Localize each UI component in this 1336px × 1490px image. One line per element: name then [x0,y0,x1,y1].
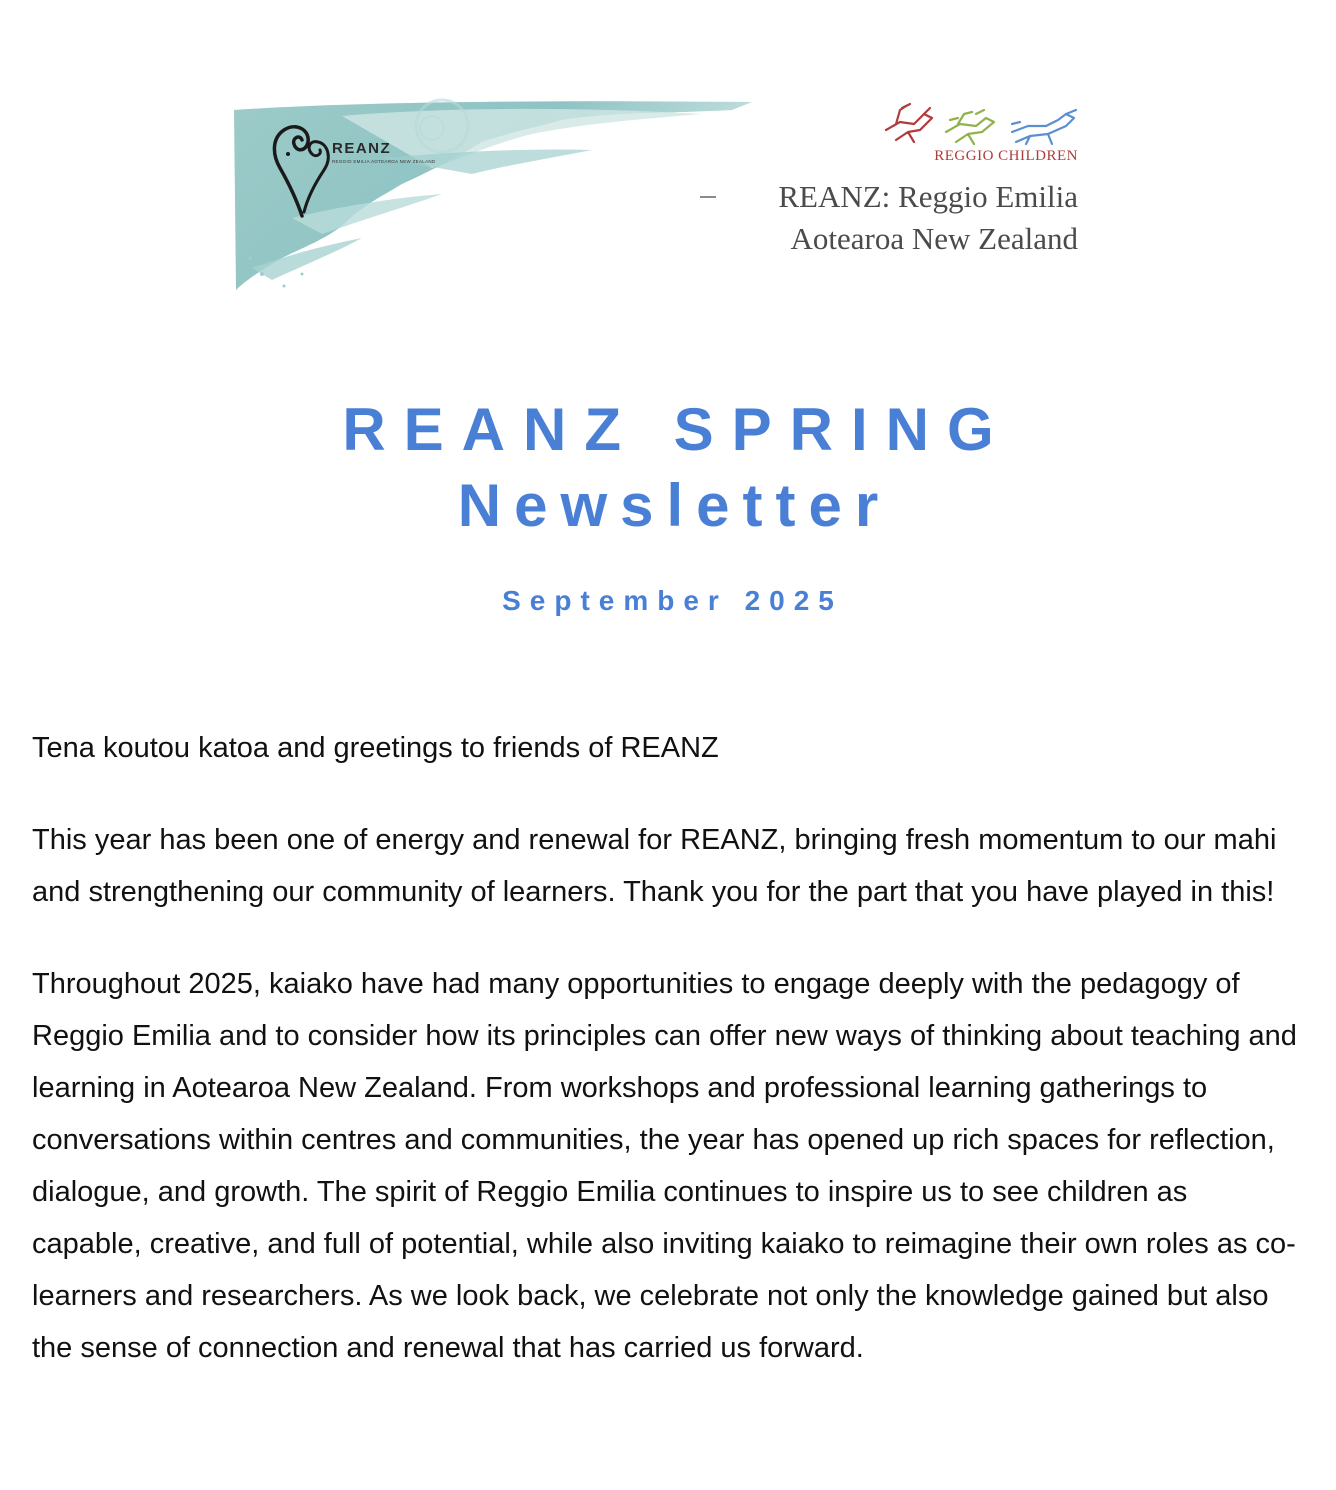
reanz-wordmark: REANZ [332,140,392,157]
reanz-tagline: REGGIO EMILIA AOTEAROA NEW ZEALAND [332,159,436,164]
reggio-children-label: REGGIO CHILDREN [934,148,1078,164]
greeting-paragraph: Tena koutou katoa and greetings to friends of REANZ [32,732,719,764]
reggio-children-figures-logo [880,100,1090,150]
banner-title-line2: Aotearoa New Zealand [790,221,1078,256]
newsletter-body [32,722,1304,1414]
reanz-koru-logo [266,112,336,222]
banner-title [778,176,1078,260]
body-paragraph-1: This year has been one of energy and renewal for REANZ, bringing fresh momentum to our mahi and strengthening our community of learners. Thank you for the part that you have played in this! [32,824,1277,908]
newsletter-headline [0,392,1336,544]
banner-dash-divider [700,196,716,198]
newsletter-date: September 2025 [502,585,843,616]
headline-line2: Newsletter [457,472,892,539]
body-paragraph-2: Throughout 2025, kaiako have had many opportunities to engage deeply with the pedagogy of Reggio Emilia and to consider how its principles can offer new ways of thinking about teaching and learning in Aotearoa New Zealand. From workshops and professional learning gatherings to conversations within centres and communities, the year has opened up rich spaces for reflection, dialogue, and growth. The spirit of Reggio Emilia continues to inspire us to see children as capable, creative, and full of potential, while also inviting kaiako to reimagine their own roles as co-learners and researchers. As we look back, we celebrate not only the knowledge gained but also the sense of connection and renewal that has carried us forward. [32,968,1297,1364]
headline-line1: REANZ SPRING [342,396,1012,463]
header-banner [232,98,1094,298]
banner-title-line1: REANZ: Reggio Emilia [778,179,1078,214]
